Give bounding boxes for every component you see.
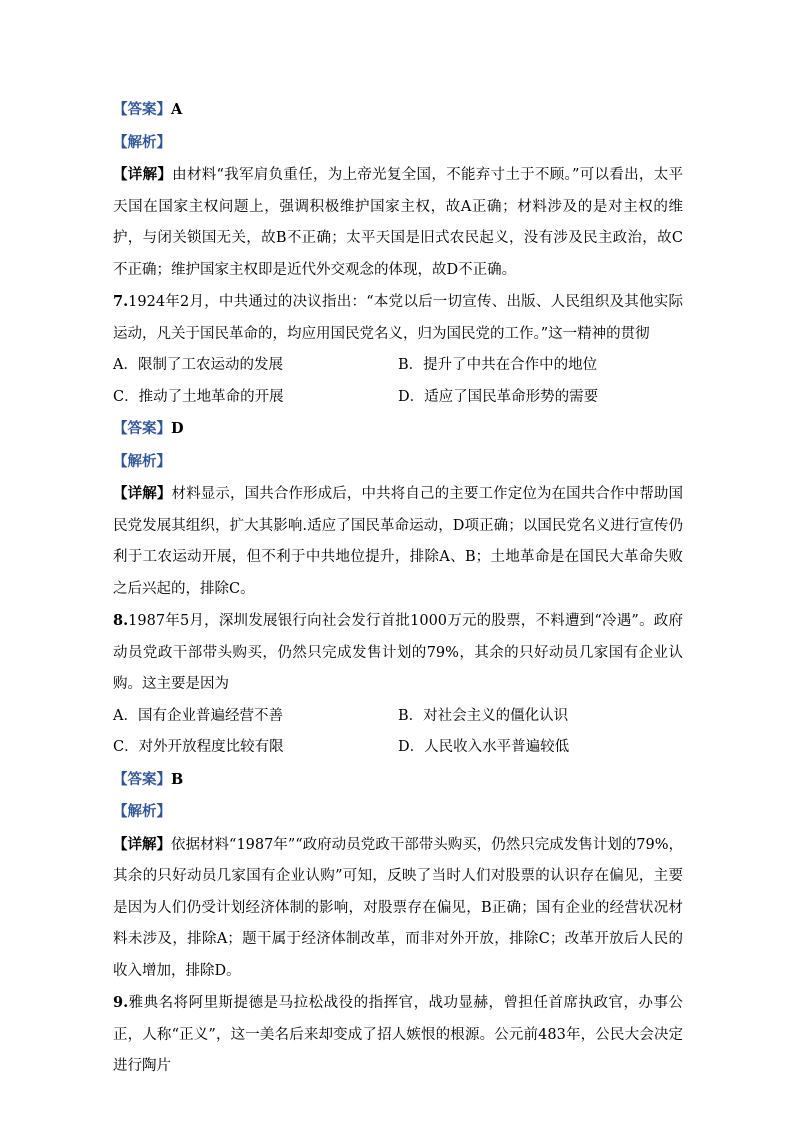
answer-value: B [171, 770, 184, 788]
detail-paragraph [113, 159, 683, 286]
option-d: D．人民收入水平普遍较低 [398, 739, 570, 755]
answer-tag: 【答案】 [113, 420, 171, 437]
answer-line [113, 413, 683, 446]
analysis-line [113, 127, 683, 160]
document-page [113, 94, 683, 1083]
question-8-stem [113, 605, 683, 701]
options-row [113, 732, 683, 764]
option-b: B．提升了中共在合作中的地位 [398, 357, 598, 373]
question-stem-text: 1987年5月，深圳发展银行向社会发行首批1000万元的股票，不料遭到“冷遇”。政府动员党政干部带头购买，仍然只完成发售计划的79%，其余的只好动员几家国有企业认购。这主要是因为 [113, 613, 683, 692]
detail-text: 材料显示，国共合作形成后，中共将自己的主要工作定位为在国共合作中帮助国民党发展其组织，扩大其影响.适应了国民革命运动，D项正确；以国民党名义进行宣传仍利于工农运动开展，但不利于中共地位提升，排除A、B；土地革命是在国民大革命失败之后兴起的，排除C。 [113, 486, 684, 597]
option-d: D．适应了国民革命形势的需要 [398, 388, 599, 405]
question-stem-text: 1924年2月，中共通过的决议指出：“本党以后一切宣传、出版、人民组织及其他实际运动，凡关于国民革命的，均应用国民党名义，归为国民党的工作。”这一精神的贯彻 [113, 294, 683, 342]
analysis-tag: 【解析】 [113, 803, 171, 820]
detail-tag: 【详解】 [113, 166, 173, 183]
question-7-stem [113, 286, 683, 350]
answer-line [113, 94, 683, 127]
options-row [113, 382, 683, 414]
option-b: B．对社会主义的僵化认识 [398, 707, 569, 724]
answer-line [113, 764, 683, 797]
question-number: 7. [113, 293, 129, 310]
detail-paragraph [113, 478, 683, 605]
question-number: 9. [113, 994, 129, 1011]
detail-tag: 【详解】 [113, 835, 172, 853]
answer-value: A [171, 101, 183, 118]
detail-tag: 【详解】 [113, 485, 172, 502]
analysis-tag: 【解析】 [113, 452, 171, 470]
options-row [113, 350, 683, 382]
analysis-tag: 【解析】 [113, 133, 171, 151]
detail-text: 依据材料“1987年”“政府动员党政干部带头购买，仍然只完成发售计划的79%，其余的只好动员几家国有企业认购”可知，反映了当时人们对股票的认识存在偏见，主要是因为人们仍受计划经济体制的影响，对股票存在偏见，B正确；国有企业的经营状况材料未涉及，排除A；题干属于经济体制改革，而非对外开放，排除C；改革开放后人民的收入增加，排除D。 [113, 836, 683, 979]
answer-tag: 【答案】 [113, 770, 171, 788]
option-c: C．推动了土地革命的开展 [113, 388, 284, 405]
question-9-stem [113, 987, 683, 1083]
question-stem-text: 雅典名将阿里斯提德是马拉松战役的指挥官，战功显赫，曾担任首席执政官，办事公正，人称“正义”，这一美名后来却变成了招人嫉恨的根源。公元前483年，公民大会决定进行陶片 [113, 995, 683, 1074]
option-a: A．国有企业普遍经营不善 [113, 707, 283, 724]
question-number: 8. [113, 612, 129, 629]
analysis-line [113, 796, 683, 829]
option-a: A．限制了工农运动的发展 [113, 357, 283, 373]
answer-tag: 【答案】 [113, 101, 171, 118]
options-row [113, 701, 683, 733]
detail-paragraph [113, 829, 683, 988]
answer-value: D [171, 420, 184, 437]
detail-text: 由材料“我军肩负重任，为上帝光复全国，不能弃寸土于不顾。”可以看出，太平天国在国家主权问题上，强调积极维护国家主权，故A正确；材料涉及的是对主权的维护，与闭关锁国无关，故B不正确；太平天国是旧式农民起义，没有涉及民主政治，故C不正确；维护国家主权即是近代外交观念的体现，故D不正确。 [113, 167, 683, 278]
option-c: C．对外开放程度比较有限 [113, 739, 284, 755]
analysis-line [113, 446, 683, 479]
